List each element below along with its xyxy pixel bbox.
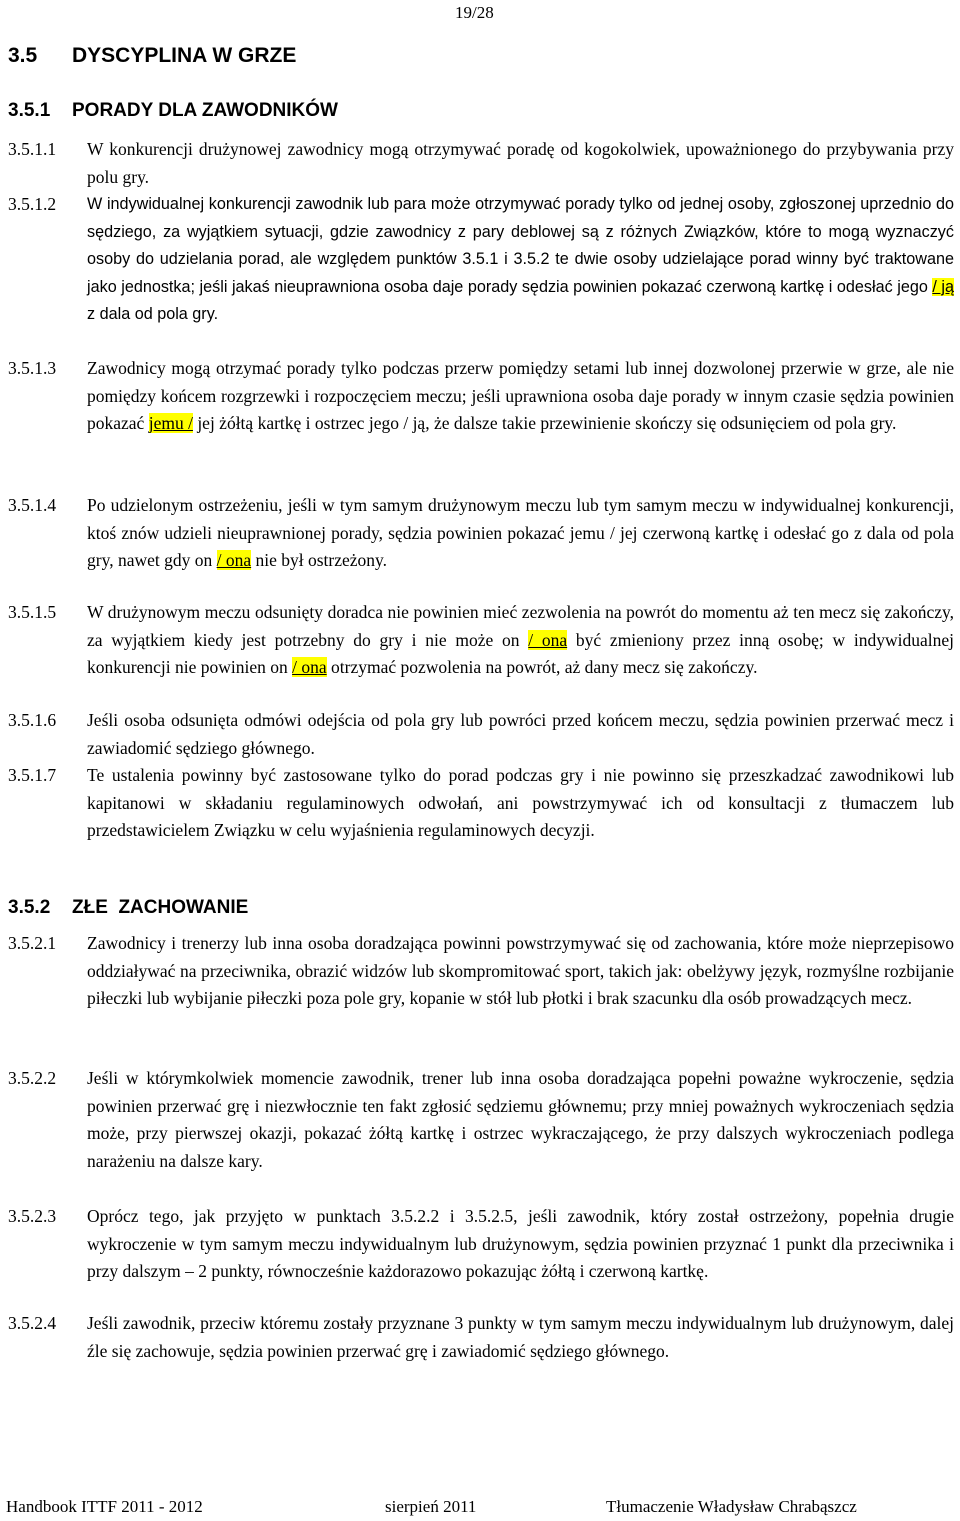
subsection-number: 3.5.2 bbox=[8, 897, 51, 918]
paragraph-number: 3.5.1.3 bbox=[8, 358, 57, 378]
highlighted-text: / ona bbox=[292, 657, 327, 678]
section-title: DYSCYPLINA W GRZE bbox=[72, 44, 297, 67]
footer-date: sierpień 2011 bbox=[385, 1497, 477, 1516]
section-heading bbox=[8, 44, 296, 68]
paragraph-3-5-2-3 bbox=[8, 1203, 954, 1286]
paragraph-number: 3.5.2.4 bbox=[8, 1313, 57, 1333]
paragraph-3-5-2-1 bbox=[8, 930, 954, 1013]
paragraph-3-5-1-3 bbox=[8, 355, 954, 438]
paragraph-text bbox=[87, 492, 954, 575]
paragraph-3-5-1-2 bbox=[8, 191, 954, 329]
highlighted-text: jemu / bbox=[148, 413, 193, 434]
text-segment: Te ustalenia powinny być zastosowane tylko do porad podczas gry i nie powinno się przeszkadzać zawodnikowi lub kapitanowi w składaniu regulaminowych odwołań, ani powstrzymywać ich od konsultacji z tłumaczem lub przedstawicielem Związku w celu wyjaśnienia regulaminowych decyzji. bbox=[87, 765, 954, 841]
text-segment: jej żółtą kartkę i ostrzec jego / ją, że dalsze takie przewinienie skończy się odsunięciem od pola gry. bbox=[192, 413, 897, 434]
paragraph-3-5-1-6 bbox=[8, 707, 954, 762]
paragraph-text bbox=[87, 1065, 954, 1175]
paragraph-number: 3.5.1.5 bbox=[8, 602, 57, 622]
paragraph-number: 3.5.1.6 bbox=[8, 710, 57, 730]
paragraph-text bbox=[87, 191, 954, 329]
paragraph-text bbox=[87, 1310, 954, 1365]
subsection-title: ZŁE ZACHOWANIE bbox=[72, 897, 249, 918]
text-segment: W drużynowym meczu odsunięty doradca nie powinien mieć zezwolenia na powrót do momentu aż ten mecz się zakończy, za wyjątkiem kiedy jest potrzebny do gry i nie może on bbox=[87, 602, 954, 650]
text-segment: Zawodnicy mogą otrzymać porady tylko podczas przerw pomiędzy setami lub innej dozwolonej przerwie w grze, ale nie pomiędzy końcem rozgrzewki i rozpoczęciem meczu; jeśli uprawniona osoba daje porady w innym czasie sędzia powinien pokazać bbox=[87, 358, 954, 434]
text-segment: W konkurencji drużynowej zawodnicy mogą otrzymywać poradę od kogokolwiek, upoważnionego do przybywania przy polu gry. bbox=[87, 139, 954, 187]
subsection-number: 3.5.1 bbox=[8, 100, 51, 121]
text-segment: W indywidualnej konkurencji zawodnik lub para może otrzymywać porady tylko od jednej osoby, zgłoszonej uprzednio do sędziego, za wyjątkiem sytuacji, gdzie zawodnicy z pary deblowej są z różnych Związków, które to mogą wyznaczyć osoby do udzielania porad, ale względem punktów 3.5.1 i 3.5.2 te dwie osoby udzielające porad winny być traktowane jako jednostka; jeśli jakaś nieuprawniona osoba daje porady sędzia powinien pokazać czerwoną kartkę i odesłać jego bbox=[87, 195, 954, 296]
paragraph-text bbox=[87, 599, 954, 682]
text-segment: z dala od pola gry. bbox=[87, 305, 219, 324]
text-segment: Jeśli zawodnik, przeciw któremu zostały przyznane 3 punkty w tym samym meczu indywidualnym lub drużynowym, dalej źle się zachowuje, sędzia powinien przerwać grę i zawiadomić sędziego głównego. bbox=[87, 1313, 954, 1361]
section-number: 3.5 bbox=[8, 44, 38, 67]
paragraph-text bbox=[87, 1203, 954, 1286]
text-segment: Po udzielonym ostrzeżeniu, jeśli w tym samym drużynowym meczu lub tym samym meczu w indywidualnej konkurencji, ktoś znów udzieli nieuprawnionej porady, sędzia powinien pokazać jemu / jej czerwoną kartkę i odesłać go z dala od pola gry, nawet gdy on bbox=[87, 495, 954, 571]
text-segment: Jeśli w którymkolwiek momencie zawodnik, trener lub inna osoba doradzająca popełni poważne wykroczenie, sędzia powinien przerwać grę i niezwłocznie ten fakt zgłosić sędziemu głównemu; przy mniej poważnych wykroczeniach sędzia może, przy pierwszej okazji, pokazać żółtą kartkę i ostrzec wykraczającego, że przy dalszych wykroczeniach podlega narażeniu na dalsze kary. bbox=[87, 1068, 954, 1171]
footer-translator: Tłumaczenie Władysław Chrabąszcz bbox=[606, 1497, 857, 1516]
paragraph-text bbox=[87, 930, 954, 1013]
text-segment: Jeśli osoba odsunięta odmówi odejścia od pola gry lub powróci przed końcem meczu, sędzia powinien przerwać mecz i zawiadomić sędziego głównego. bbox=[87, 710, 954, 758]
highlighted-text: / ona bbox=[216, 550, 252, 571]
paragraph-3-5-2-2 bbox=[8, 1065, 954, 1175]
subsection-title: PORADY DLA ZAWODNIKÓW bbox=[72, 100, 338, 121]
paragraph-3-5-2-4 bbox=[8, 1310, 954, 1365]
page-number: 19/28 bbox=[455, 3, 494, 22]
text-segment: Oprócz tego, jak przyjęto w punktach 3.5.2.2 i 3.5.2.5, jeśli zawodnik, który został ostrzeżony, popełnia drugie wykroczenie w tym samym meczu indywidualnym lub drużynowym, sędzia powinien przyznać 1 punkt dla przeciwnika i przy dalszym – 2 punkty, równocześnie każdorazowo pokazując żółtą i czerwoną kartkę. bbox=[87, 1206, 954, 1282]
paragraph-3-5-1-5 bbox=[8, 599, 954, 682]
paragraph-number: 3.5.2.3 bbox=[8, 1206, 57, 1226]
paragraph-3-5-1-4 bbox=[8, 492, 954, 575]
paragraph-number: 3.5.1.4 bbox=[8, 495, 57, 515]
subsection-heading-porady bbox=[8, 100, 338, 122]
paragraph-number: 3.5.2.2 bbox=[8, 1068, 57, 1088]
paragraph-3-5-1-1 bbox=[8, 136, 954, 191]
paragraph-number: 3.5.1.7 bbox=[8, 765, 57, 785]
paragraph-text bbox=[87, 136, 954, 191]
subsection-heading-zle-zachowanie bbox=[8, 897, 248, 919]
paragraph-number: 3.5.2.1 bbox=[8, 933, 57, 953]
text-segment: nie był ostrzeżony. bbox=[251, 550, 388, 571]
paragraph-number: 3.5.1.2 bbox=[8, 194, 57, 214]
paragraph-3-5-1-7 bbox=[8, 762, 954, 845]
paragraph-text bbox=[87, 355, 954, 438]
paragraph-text bbox=[87, 707, 954, 762]
paragraph-text bbox=[87, 762, 954, 845]
paragraph-number: 3.5.1.1 bbox=[8, 139, 57, 159]
text-segment: otrzymać pozwolenia na powrót, aż dany mecz się zakończy. bbox=[326, 657, 758, 678]
text-segment: Zawodnicy i trenerzy lub inna osoba doradzająca powinni powstrzymywać się od zachowania, które może nieprzepisowo oddziaływać na przeciwnika, obrazić widzów lub skompromitować sport, takich jak: obelżywy język, rozmyślne rozbijanie piłeczki lub wybijanie piłeczki poza pole gry, kopanie w stół lub płotki i brak szacunku dla osób prowadzących mecz. bbox=[87, 933, 954, 1009]
highlighted-text: / ją bbox=[932, 277, 954, 296]
highlighted-text: / ona bbox=[528, 629, 568, 650]
footer-handbook: Handbook ITTF 2011 - 2012 bbox=[6, 1497, 203, 1516]
text-segment: być zmieniony przez inną osobę; w indywidualnej konkurencji nie powinien on bbox=[87, 629, 954, 678]
